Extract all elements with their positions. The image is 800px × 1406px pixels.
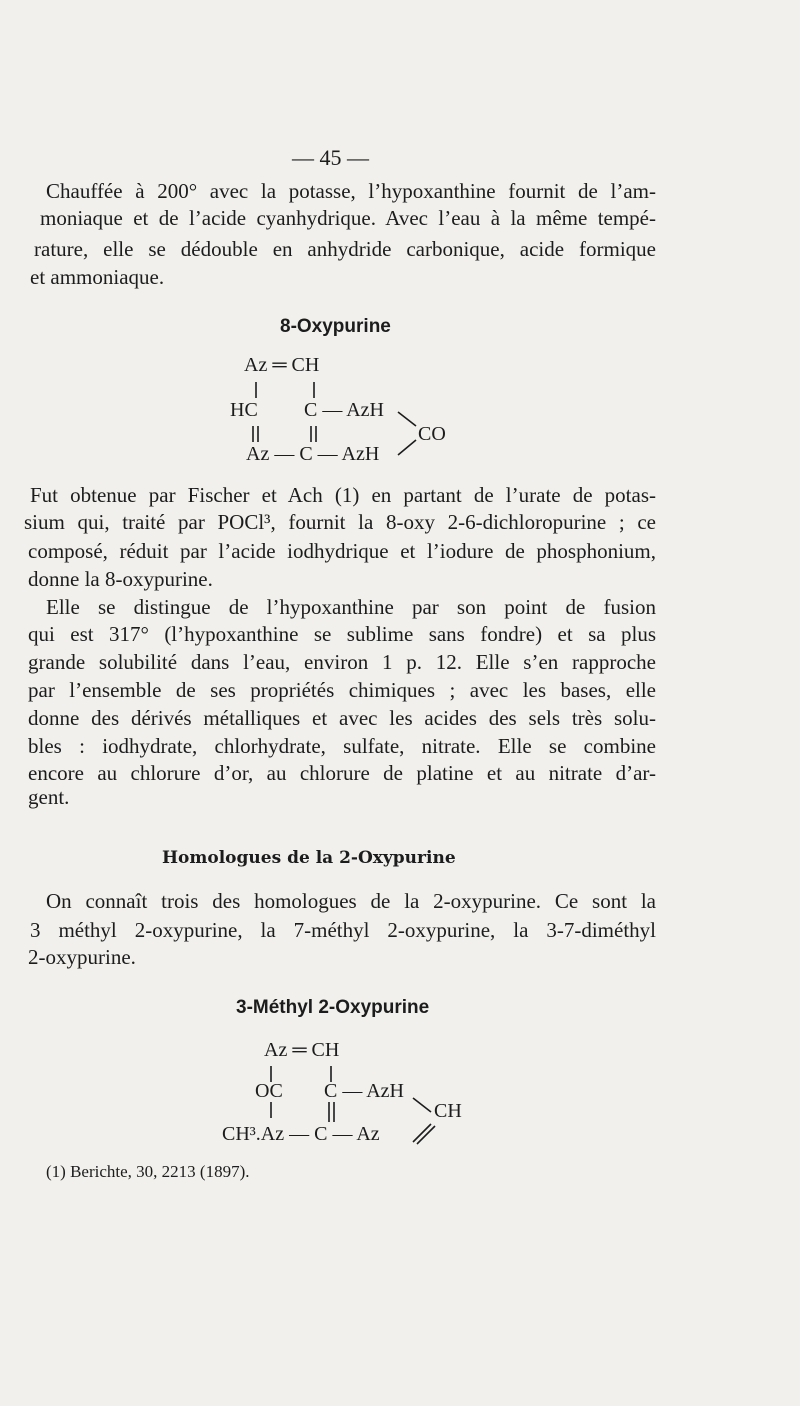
page-number: — 45 — (292, 145, 369, 170)
text-line: Chauffée à 200° avec la potasse, l’hypoxanthine fournit de l’am- (46, 179, 656, 203)
footnote: (1) Berichte, 30, 2213 (1897). (46, 1162, 250, 1181)
formula-row: Az — C — AzH (246, 443, 380, 465)
text-line: grande solubilité dans l’eau, environ 1 p. 12. Elle s’en rapproche (28, 650, 656, 674)
section-title-8-oxypurine: 8-Oxypurine (280, 316, 391, 337)
text-line: Elle se distingue de l’hypoxanthine par son point de fusion (46, 595, 656, 619)
text-line: et ammoniaque. (30, 265, 165, 289)
formula-group: C — AzH (304, 399, 384, 421)
formula-atom: OC (255, 1080, 283, 1102)
text-line: rature, elle se dédouble en anhydride carbonique, acide formique (34, 237, 656, 261)
formula-row: Az ═ CH (264, 1039, 340, 1061)
text-line: composé, réduit par l’acide iodhydrique et l’iodure de phosphonium, (28, 539, 656, 563)
formula-atom: CO (418, 423, 446, 445)
formula-atom: HC (230, 399, 258, 421)
text-line: sium qui, traité par POCl³, fournit la 8-oxy 2-6-dichloropurine ; ce (24, 510, 656, 534)
text-line: moniaque et de l’acide cyanhydrique. Avec l’eau à la même tempé- (40, 206, 656, 230)
formula-row: CH³.Az — C — Az (222, 1123, 380, 1145)
text-line: 3 méthyl 2-oxypurine, la 7-méthyl 2-oxypurine, la 3-7-diméthyl (30, 918, 656, 942)
text-line: donne des dérivés métalliques et avec les acides des sels très solu- (28, 706, 656, 730)
text-line: encore au chlorure d’or, au chlorure de platine et au nitrate d’ar- (28, 761, 656, 785)
section-title-3-methyl-2-oxypurine: 3-Méthyl 2-Oxypurine (236, 997, 430, 1018)
text-line: gent. (28, 785, 70, 809)
text-line: bles : iodhydrate, chlorhydrate, sulfate, nitrate. Elle se combine (28, 734, 656, 758)
formula-row: Az ═ CH (244, 354, 320, 376)
text-line: donne la 8-oxypurine. (28, 567, 213, 591)
text-line: Fut obtenue par Fischer et Ach (1) en partant de l’urate de potas- (30, 483, 656, 507)
section-title-homologues: Homologues de la 2-Oxypurine (162, 848, 456, 868)
text-line: 2-oxypurine. (28, 945, 136, 969)
text-line: qui est 317° (l’hypoxanthine se sublime sans fondre) et sa plus (28, 622, 656, 646)
text-line: On connaît trois des homologues de la 2-oxypurine. Ce sont la (46, 889, 656, 913)
formula-group: C — AzH (324, 1080, 404, 1102)
text-line: par l’ensemble de ses propriétés chimiques ; avec les bases, elle (28, 678, 656, 702)
formula-atom: CH (434, 1100, 462, 1122)
